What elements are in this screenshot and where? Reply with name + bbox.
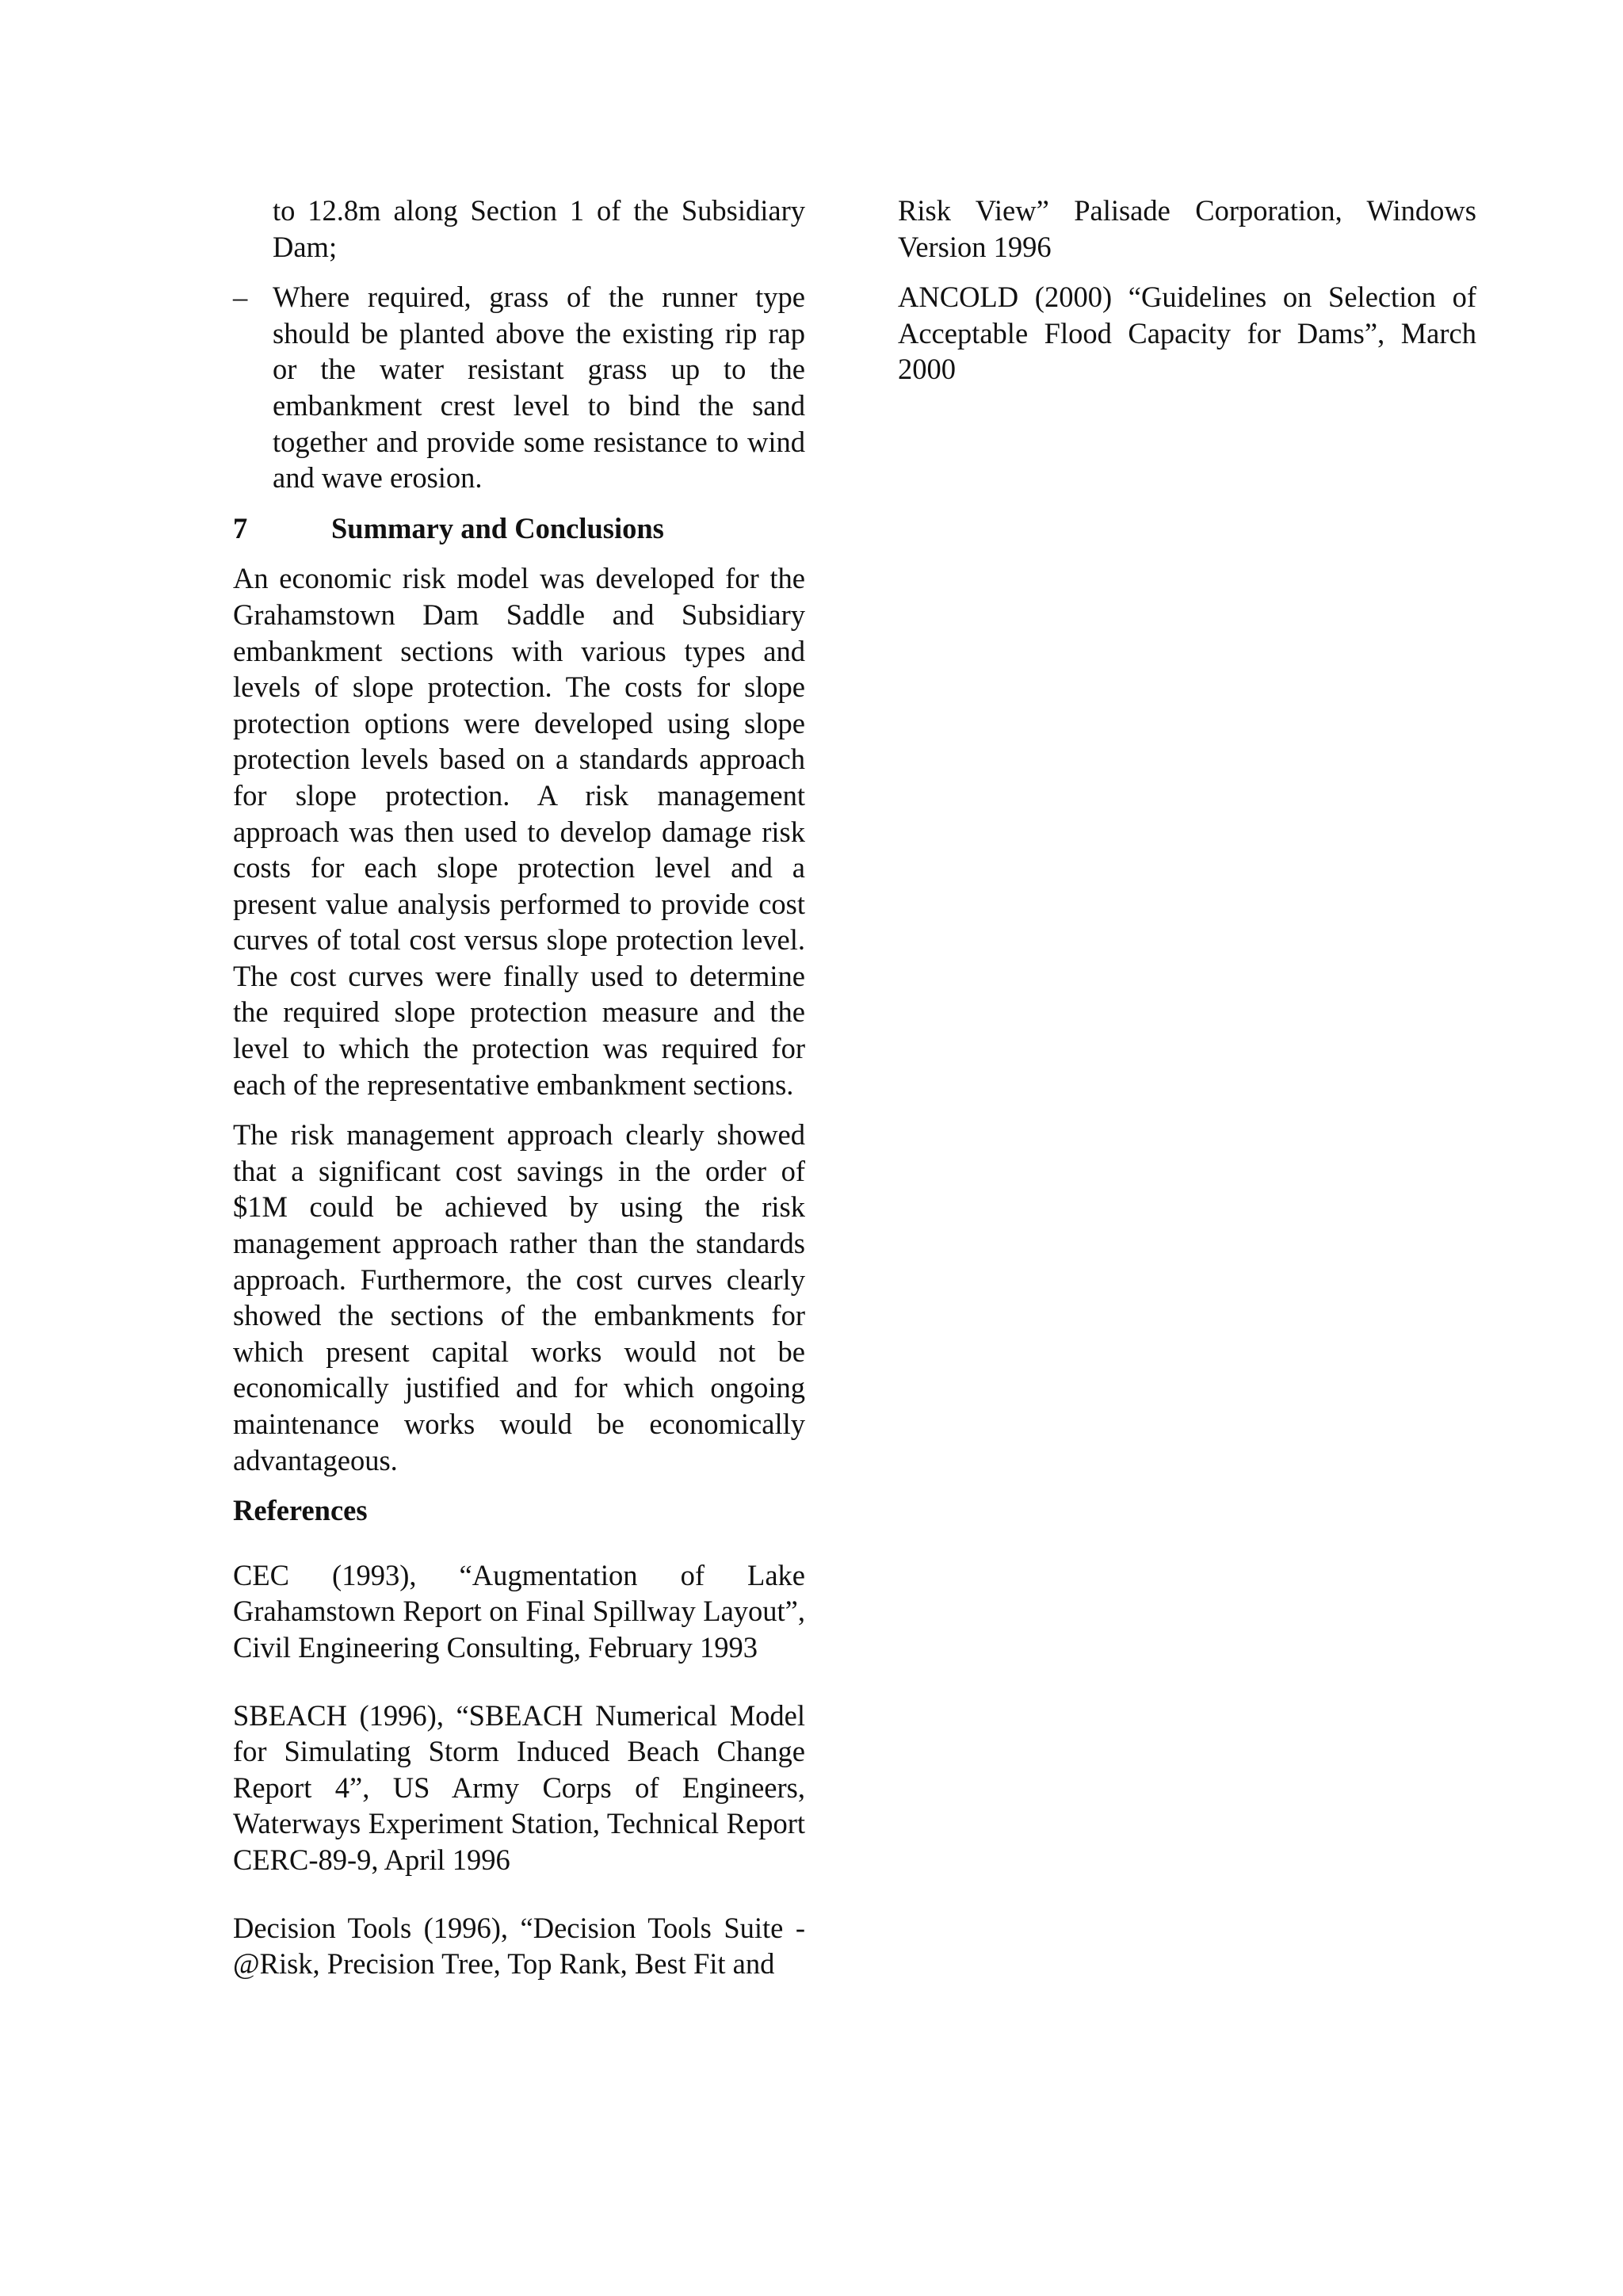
bullet-dash: – [233, 281, 248, 314]
bullet-continuation: to 12.8m along Section 1 of the Subsidiary Dam; [273, 194, 805, 263]
reference-item: SBEACH (1996), “SBEACH Numerical Model for Simulating Storm Induced Beach Change Report 4”, US Army Corps of Engineers, Waterways Experiment Station, Technical Report CERC-89-9, April 1996 [233, 1698, 805, 1876]
reference-item: Decision Tools (1996), “Decision Tools Suite - @Risk, Precision Tree, Top Rank, Best Fit and [233, 1911, 805, 1981]
body-paragraph-2: The risk management approach clearly showed that a significant cost savings in the order of $1M could be achieved by using the risk management approach rather than the standards approach. Furthermore, the cost curves clearly showed the sections of the embankments for which present capital works would not be economically justified and for which ongoing maintenance works would be economically advantageous. [233, 1118, 805, 1477]
bullet-text: Where required, grass of the runner type should be planted above the existing rip rap or the water resistant grass up to the embankment crest level to bind the sand together and provide some resistance to wind and wave erosion. [273, 281, 805, 495]
bullet-item [233, 279, 805, 496]
reference-item: ANCOLD (2000) “Guidelines on Selection of Acceptable Flood Capacity for Dams”, March 2000 [898, 281, 1476, 386]
section-number: 7 [233, 511, 248, 544]
right-column [898, 193, 1476, 402]
left-column [233, 193, 805, 2014]
body-paragraph-1: An economic risk model was developed for the Grahamstown Dam Saddle and Subsidiary embankment sections with various types and levels of slope protection. The costs for slope protection options were developed using slope protection levels based on a standards approach for slope protection. A risk management approach was then used to develop damage risk costs for each slope protection level and a present value analysis performed to provide cost curves of total cost versus slope protection level. The cost curves were finally used to determine the required slope protection measure and the level to which the protection was required for each of the representative embankment sections. [233, 562, 805, 1101]
section-title: Summary and Conclusions [331, 511, 664, 544]
reference-item: CEC (1993), “Augmentation of Lake Grahamstown Report on Final Spillway Layout”, Civil Engineering Consulting, February 1993 [233, 1558, 805, 1664]
references-heading: References [233, 1494, 368, 1527]
reference-item: Risk View” Palisade Corporation, Windows Version 1996 [898, 194, 1476, 263]
section-heading [233, 510, 805, 547]
